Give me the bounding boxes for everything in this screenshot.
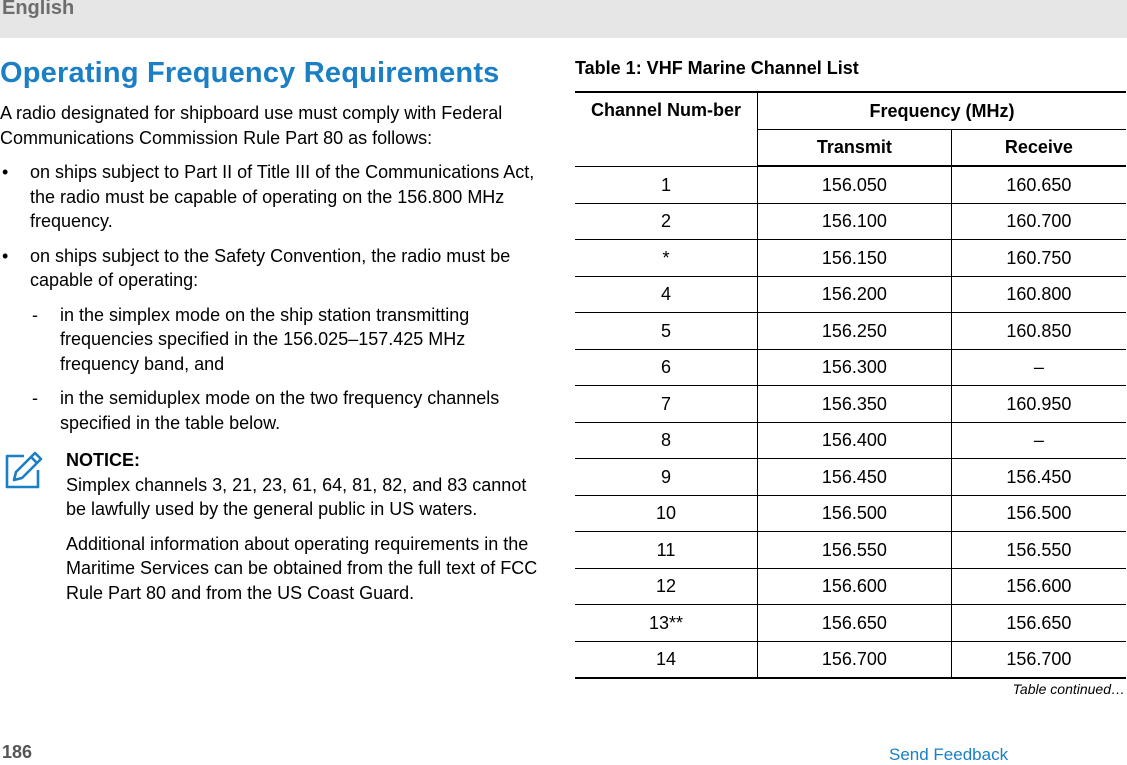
table-continued-note: Table continued… [1012, 681, 1125, 697]
table-row [575, 532, 1126, 569]
cell-receive: 156.450 [951, 459, 1126, 496]
column-header-receive: Receive [951, 129, 1126, 166]
intro-paragraph: A radio designated for shipboard use must comply with Federal Communications Commission Rule Part 80 as follows: [0, 103, 503, 148]
language-label: English [2, 0, 75, 19]
column-header-channel: Channel Num-ber [575, 92, 758, 166]
cell-transmit: 156.450 [758, 459, 952, 496]
cell-channel: * [575, 240, 758, 277]
table-row [575, 276, 1126, 313]
cell-channel: 13** [575, 605, 758, 642]
table-row [575, 641, 1126, 678]
cell-channel: 12 [575, 568, 758, 605]
cell-receive: 160.700 [951, 203, 1126, 240]
page-title: Operating Frequency Requirements [0, 57, 500, 89]
cell-transmit: 156.500 [758, 495, 952, 532]
cell-transmit: 156.400 [758, 422, 952, 459]
column-header-transmit: Transmit [758, 129, 952, 166]
column-header-frequency: Frequency (MHz) [758, 92, 1127, 129]
cell-receive: 160.800 [951, 276, 1126, 313]
cell-transmit: 156.350 [758, 386, 952, 423]
cell-receive: 160.850 [951, 313, 1126, 350]
cell-transmit: 156.250 [758, 313, 952, 350]
bullet-marker: • [2, 162, 9, 182]
list-item [0, 244, 548, 293]
edit-pencil-icon [2, 450, 44, 492]
cell-channel: 6 [575, 349, 758, 386]
cell-receive: 160.650 [951, 166, 1126, 203]
sub-list-item-text: in the semiduplex mode on the two frequency channels specified in the table below. [60, 388, 500, 433]
cell-channel: 7 [575, 386, 758, 423]
table-caption: Table 1: VHF Marine Channel List [575, 58, 859, 78]
sub-list-item-text: in the simplex mode on the ship station transmitting frequencies specified in the 156.025–157.425 MHz frequency band, and [60, 304, 470, 374]
dash-marker: - [32, 388, 38, 408]
table-row [575, 495, 1126, 532]
cell-transmit: 156.050 [758, 166, 952, 203]
cell-transmit: 156.200 [758, 276, 952, 313]
table-row [575, 166, 1126, 203]
table-row [575, 349, 1126, 386]
cell-channel: 2 [575, 203, 758, 240]
notice-label: NOTICE: [66, 450, 140, 470]
notice-text: Simplex channels 3, 21, 23, 61, 64, 81, 82, and 83 cannot be lawfully used by the general public in US waters. [66, 474, 527, 519]
cell-receive: – [951, 422, 1126, 459]
cell-transmit: 156.550 [758, 532, 952, 569]
cell-receive: 156.650 [951, 605, 1126, 642]
table-row [575, 605, 1126, 642]
cell-transmit: 156.300 [758, 349, 952, 386]
main-content [0, 55, 548, 605]
cell-receive: 156.550 [951, 532, 1126, 569]
sub-list-item [0, 386, 548, 435]
cell-transmit: 156.600 [758, 568, 952, 605]
list-item [0, 160, 548, 234]
cell-receive: 156.700 [951, 641, 1126, 678]
cell-receive: 160.950 [951, 386, 1126, 423]
cell-receive: – [951, 349, 1126, 386]
dash-marker: - [32, 304, 38, 325]
cell-transmit: 156.100 [758, 203, 952, 240]
list-item-text: on ships subject to the Safety Convention, the radio must be capable of operating: [30, 245, 511, 290]
notice-box [0, 448, 548, 605]
table-row [575, 313, 1126, 350]
sub-list-item [0, 303, 548, 377]
cell-transmit: 156.150 [758, 240, 952, 277]
table-row [575, 203, 1126, 240]
cell-receive: 156.500 [951, 495, 1126, 532]
cell-channel: 8 [575, 422, 758, 459]
cell-receive: 160.750 [951, 240, 1126, 277]
table-row [575, 422, 1126, 459]
cell-channel: 4 [575, 276, 758, 313]
cell-channel: 14 [575, 641, 758, 678]
page-number: 186 [2, 742, 33, 762]
bullet-marker: • [2, 245, 9, 266]
table-row [575, 240, 1126, 277]
cell-receive: 156.600 [951, 568, 1126, 605]
cell-transmit: 156.700 [758, 641, 952, 678]
top-bar [0, 0, 1127, 38]
list-item-text: on ships subject to Part II of Title III of the Communications Act, the radio must be capable of operating on the 156.800 MHz frequency. [30, 162, 535, 231]
table-row [575, 386, 1126, 423]
cell-channel: 9 [575, 459, 758, 496]
table-row [575, 459, 1126, 496]
channel-table [575, 91, 1126, 679]
cell-channel: 5 [575, 313, 758, 350]
notice-extra: Additional information about operating requirements in the Maritime Services can be obtained from the full text of FCC Rule Part 80 and from the US Coast Guard. [66, 533, 538, 603]
cell-channel: 1 [575, 166, 758, 203]
cell-transmit: 156.650 [758, 605, 952, 642]
table-section [575, 57, 1127, 697]
table-row [575, 568, 1126, 605]
cell-channel: 10 [575, 495, 758, 532]
send-feedback-link[interactable]: Send Feedback [889, 745, 1009, 764]
cell-channel: 11 [575, 532, 758, 569]
